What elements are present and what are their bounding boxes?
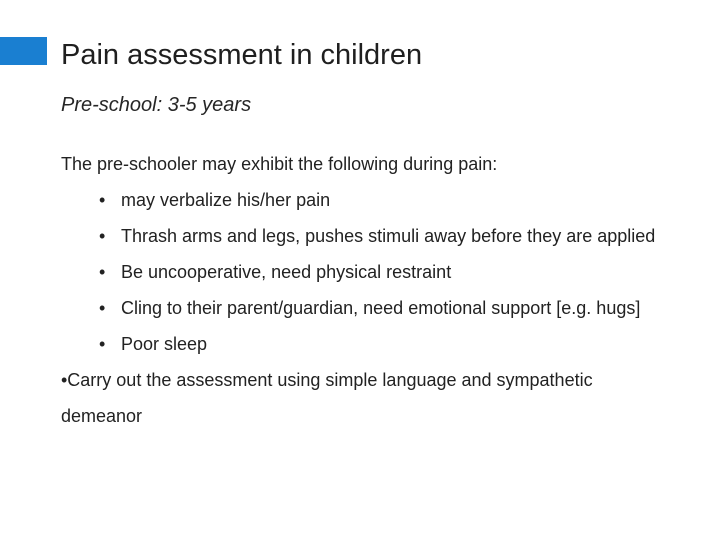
slide-body (61, 146, 681, 434)
list-item-text: Be uncooperative, need physical restraint (121, 262, 452, 282)
list-item (99, 218, 661, 254)
bullet-marker: • (99, 226, 106, 246)
bullet-marker: • (99, 334, 106, 354)
list-item-text: may verbalize his/her pain (121, 190, 331, 210)
title-accent-bar (0, 37, 47, 65)
list-item (99, 254, 661, 290)
list-item-text: Poor sleep (121, 334, 208, 354)
bullet-marker: • (99, 298, 106, 318)
symptom-list (61, 182, 681, 362)
bullet-marker: • (99, 262, 106, 282)
list-item-text: Thrash arms and legs, pushes stimuli away before they are applied (121, 226, 656, 246)
slide-subtitle: Pre-school: 3-5 years (61, 94, 252, 116)
bullet-marker: • (99, 190, 106, 210)
list-item (99, 326, 661, 362)
closing-note: •Carry out the assessment using simple language and sympathetic demeanor (61, 370, 593, 426)
slide-title: Pain assessment in children (61, 39, 423, 71)
list-item-text: Cling to their parent/guardian, need emotional support [e.g. hugs] (121, 298, 641, 318)
list-item (99, 182, 661, 218)
intro-text: The pre-schooler may exhibit the following during pain: (61, 154, 498, 174)
list-item (99, 290, 661, 326)
